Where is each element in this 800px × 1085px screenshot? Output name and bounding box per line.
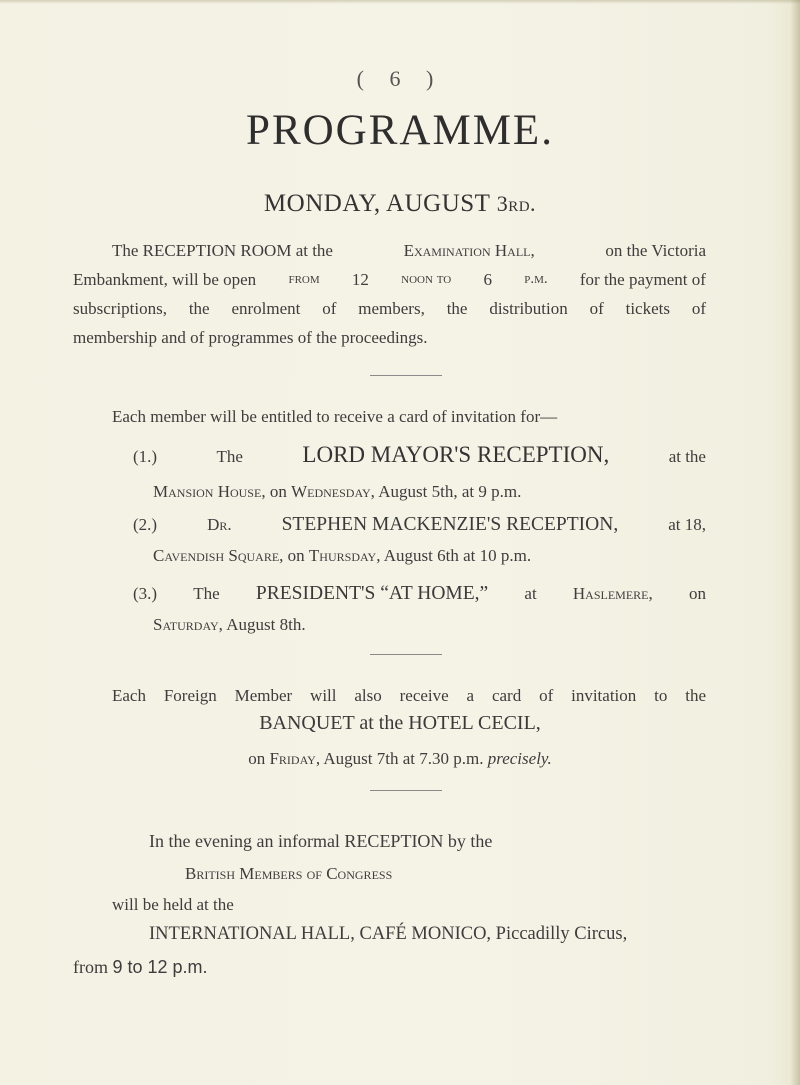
reception-line-2a: Embankment, will be open (73, 270, 257, 289)
banquet-precisely: precisely. (487, 749, 552, 768)
item-1-post: at the (668, 447, 706, 466)
item-1-venue: Mansion House, (153, 482, 266, 501)
invitation-intro: Each member will be entitled to receive a card of invitation for— (112, 407, 558, 426)
item-3-line-1 (133, 579, 706, 608)
evening-line-2: British Members of Congress (185, 864, 393, 883)
item-3-place: Haslemere, (572, 584, 653, 603)
item-2-day: Thursday, (308, 546, 381, 565)
item-3-number: (3.) (133, 584, 158, 603)
item-3-when: August 8th. (226, 615, 306, 634)
reception-line-2c: 12 (351, 270, 369, 289)
date-heading-day: MONDAY, AUGUST (263, 190, 490, 217)
item-3-day: Saturday, (153, 615, 223, 634)
divider-rule (370, 790, 442, 791)
banquet-line-3 (0, 744, 800, 773)
item-3-line-2 (153, 610, 306, 639)
banquet-when: August 7th at 7.30 p.m. (323, 749, 484, 768)
item-1-when: August 5th, at 9 p.m. (378, 482, 522, 501)
page-title: PROGRAMME. (246, 107, 554, 154)
banquet-on: on (248, 749, 266, 768)
evening-from: from (73, 957, 108, 977)
item-2-when: August 6th at 10 p.m. (383, 546, 532, 565)
item-1-line-2 (153, 477, 521, 506)
item-3-name: PRESIDENT'S “AT HOME,” (255, 583, 489, 604)
reception-line-2f: p.m. (524, 271, 548, 287)
page-number: ( 6 ) (356, 66, 444, 91)
item-2-on: on (287, 546, 305, 565)
reception-line-2d: noon to (401, 271, 452, 287)
item-2-line-1 (133, 510, 706, 539)
reception-line-1b: Examination Hall, (403, 241, 535, 260)
item-2-name: STEPHEN MACKENZIE'S RECEPTION, (281, 514, 619, 535)
item-1-line-1 (133, 442, 706, 471)
reception-line-2b: from (288, 271, 320, 287)
reception-line-3: subscriptions, the enrolment of members, the distribution of tickets of (73, 299, 706, 318)
evening-line-3: will be held at the (112, 895, 234, 914)
divider-rule (370, 375, 442, 376)
reception-line-2e: 6 (483, 270, 492, 289)
item-3-post: at (524, 584, 537, 603)
reception-line-1c: on the Victoria (605, 241, 706, 260)
banquet-line-1: Each Foreign Member will also receive a card of invitation to the (112, 686, 706, 705)
item-2-number: (2.) (133, 515, 158, 534)
evening-hours: 9 to 12 p.m. (112, 957, 208, 977)
item-1-number: (1.) (133, 447, 158, 466)
item-1-on: on (269, 482, 287, 501)
item-3-pre: The (193, 584, 220, 603)
evening-line-4: INTERNATIONAL HALL, CAFÉ MONICO, Piccadilly Circus, (149, 924, 628, 944)
reception-line-1 (112, 236, 706, 265)
divider-rule (370, 654, 442, 655)
page-top-shadow (0, 0, 800, 4)
item-2-pre: Dr. (207, 515, 232, 534)
reception-line-4: membership and of programmes of the proceedings. (73, 328, 428, 347)
reception-line-2g: for the payment of (579, 270, 706, 289)
item-2-line-2 (153, 541, 531, 570)
date-heading (0, 190, 800, 218)
banquet-day: Friday, (269, 749, 321, 768)
item-1-pre: The (216, 447, 243, 466)
item-3-post2: on (688, 584, 706, 603)
page-right-edge (790, 0, 800, 1085)
item-1-name: LORD MAYOR'S RECEPTION, (302, 442, 610, 467)
reception-line-2 (73, 265, 706, 294)
item-2-venue: Cavendish Square, (153, 546, 284, 565)
evening-line-5 (73, 953, 208, 982)
reception-line-1a: The RECEPTION ROOM at the (112, 241, 333, 260)
banquet-line-2: BANQUET at the HOTEL CECIL, (259, 712, 541, 734)
item-1-day: Wednesday, (291, 482, 375, 501)
item-2-post: at 18, (668, 515, 706, 534)
date-heading-date: 3rd. (496, 191, 537, 216)
evening-line-1: In the evening an informal RECEPTION by the (149, 831, 493, 851)
